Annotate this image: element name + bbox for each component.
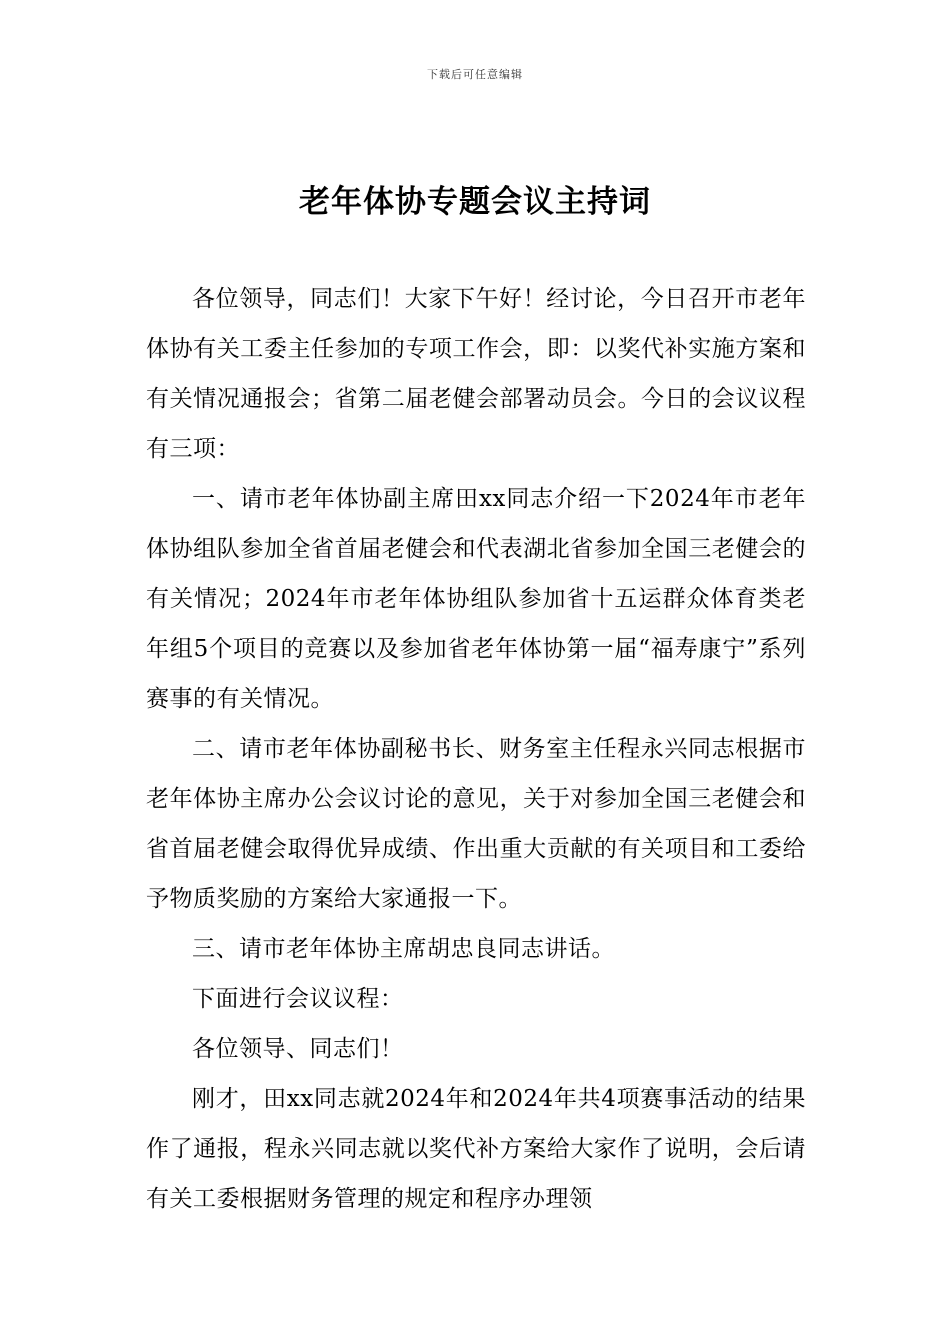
paragraph-summary: 刚才，田xx同志就2024年和2024年共4项赛事活动的结果作了通报，程永兴同志就以奖代补方案给大家作了说明，会后请有关工委根据财务管理的规定和程序办理领 <box>146 1086 806 1212</box>
document-title: 老年体协专题会议主持词 <box>299 184 651 220</box>
paragraph-agenda-2: 二、请市老年体协副秘书长、财务室主任程永兴同志根据市老年体协主席办公会议讨论的意见，关于对参加全国三老健会和省首届老健会取得优异成绩、作出重大贡献的有关项目和工委给予物质奖励的方案给大家通报一下。 <box>146 736 806 912</box>
paragraph-agenda-3: 三、请市老年体协主席胡忠良同志讲话。 <box>192 936 615 962</box>
document-body <box>146 274 806 1224</box>
paragraph-agenda-1: 一、请市老年体协副主席田xx同志介绍一下2024年市老年体协组队参加全省首届老健会和代表湖北省参加全国三老健会的有关情况；2024年市老年体协组队参加省十五运群众体育类老年组5个项目的竞赛以及参加省老年体协第一届“福寿康宁”系列赛事的有关情况。 <box>146 486 806 712</box>
page-header-note: 下载后可任意编辑 <box>427 68 523 81</box>
paragraph-opening: 各位领导，同志们！大家下午好！经讨论，今日召开市老年体协有关工委主任参加的专项工作会，即：以奖代补实施方案和有关情况通报会；省第二届老健会部署动员会。今日的会议议程有三项： <box>146 286 806 462</box>
paragraph-proceed: 下面进行会议议程： <box>192 986 404 1012</box>
paragraph-greeting: 各位领导、同志们！ <box>192 1036 404 1062</box>
